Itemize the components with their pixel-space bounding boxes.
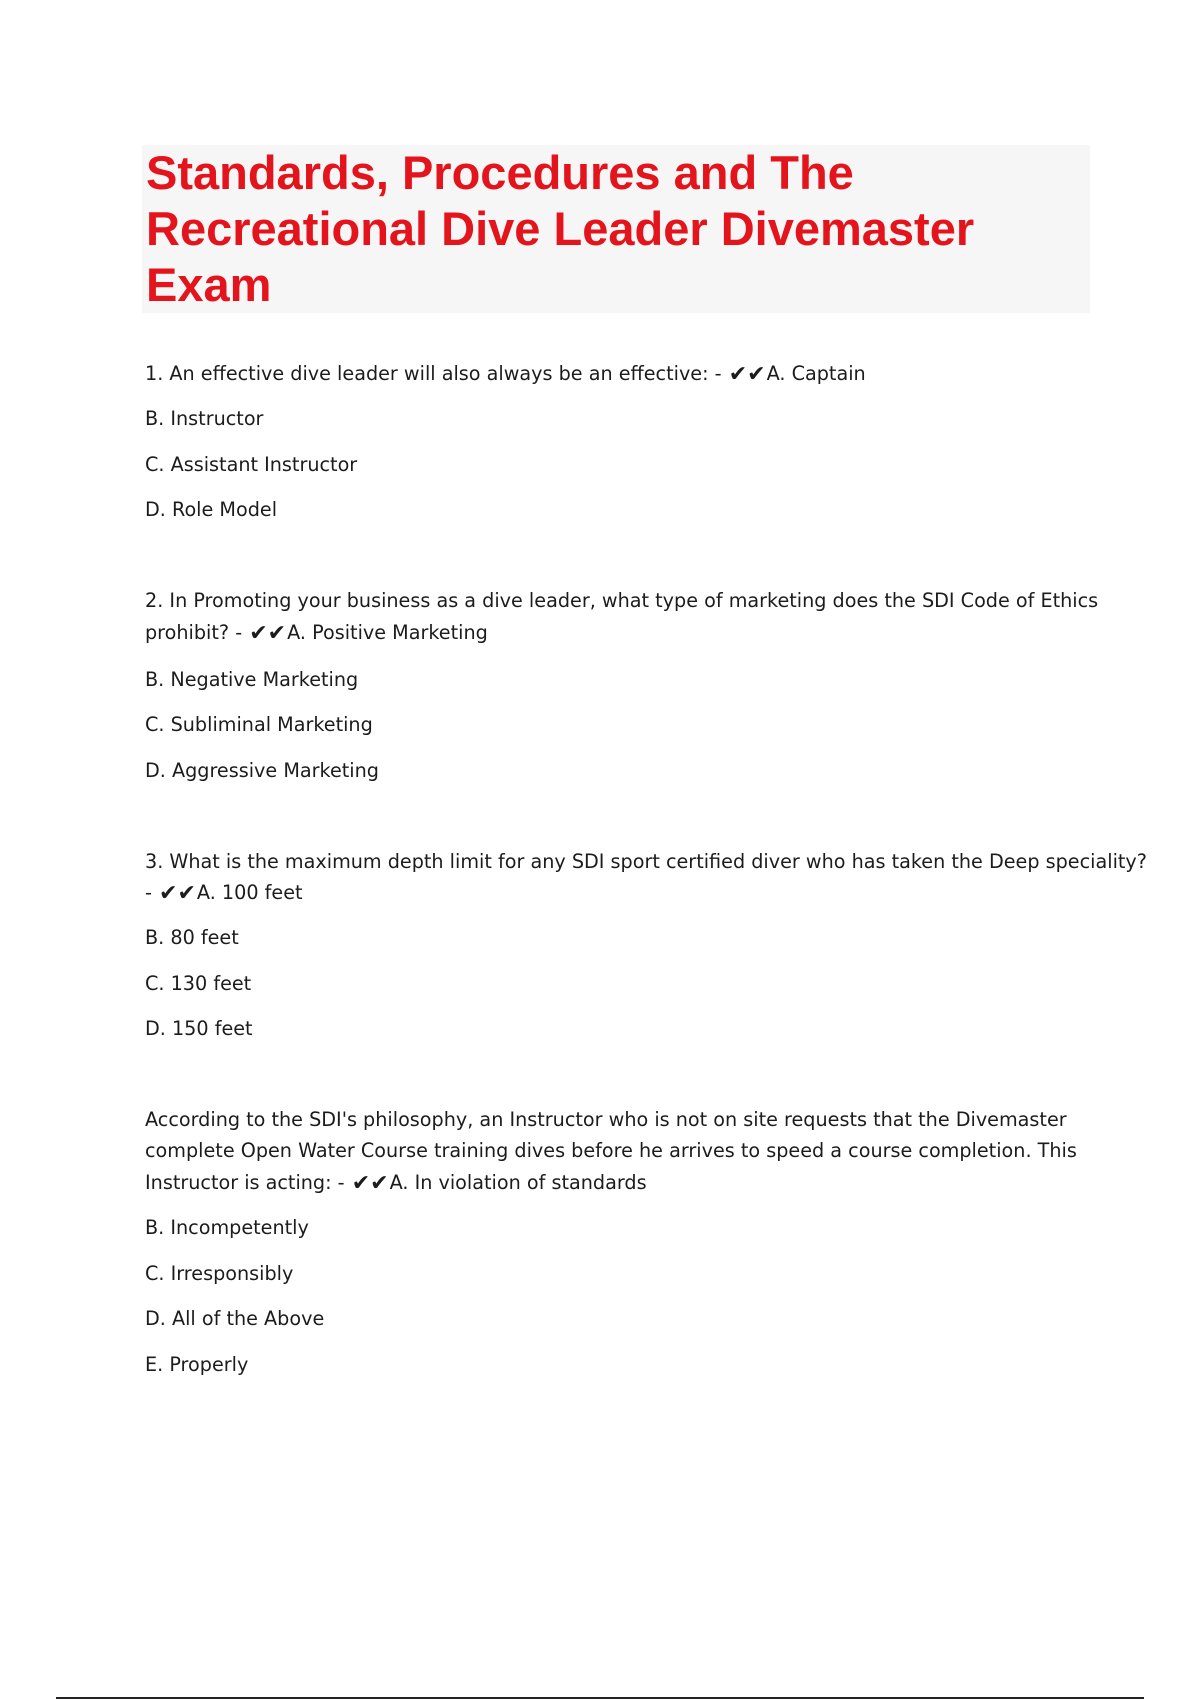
- question-stem: Instructor is acting: - ✔✔A. In violation of standards: [145, 1171, 647, 1196]
- answer-option: D. All of the Above: [145, 1307, 325, 1330]
- page-bottom-rule: [56, 1697, 1144, 1699]
- answer-option: D. 150 feet: [145, 1017, 253, 1040]
- answer-option: B. Instructor: [145, 407, 264, 430]
- answer-option: C. Assistant Instructor: [145, 453, 358, 476]
- checkmark-icon: ✔✔: [351, 1171, 389, 1196]
- correct-answer: A. In violation of standards: [389, 1171, 647, 1194]
- answer-option: E. Properly: [145, 1353, 249, 1376]
- checkmark-icon: ✔✔: [728, 362, 766, 387]
- checkmark-icon: ✔✔: [159, 881, 196, 906]
- question-stem: According to the SDI's philosophy, an Instructor who is not on site requests that the Divemaster: [145, 1108, 1067, 1131]
- document-title: [146, 145, 1086, 313]
- title-line: Recreational Dive Leader Divemaster: [146, 202, 975, 255]
- answer-option: D. Aggressive Marketing: [145, 759, 379, 782]
- answer-option: B. Incompetently: [145, 1216, 309, 1239]
- question-stem: - ✔✔A. 100 feet: [145, 881, 303, 906]
- answer-option: C. 130 feet: [145, 972, 252, 995]
- title-banner: [142, 145, 1090, 313]
- answer-option: C. Irresponsibly: [145, 1262, 294, 1285]
- answer-option: B. 80 feet: [145, 926, 239, 949]
- correct-answer: A. Captain: [766, 362, 866, 385]
- correct-answer: A. 100 feet: [196, 881, 303, 904]
- question-stem: complete Open Water Course training dives before he arrives to speed a course completion. This: [145, 1139, 1077, 1162]
- question-stem: 1. An effective dive leader will also always be an effective: - ✔✔A. Captain: [145, 362, 866, 387]
- answer-option: C. Subliminal Marketing: [145, 713, 373, 736]
- question-stem: 2. In Promoting your business as a dive leader, what type of marketing does the SDI Code of Ethics: [145, 589, 1099, 612]
- checkmark-icon: ✔✔: [249, 621, 287, 646]
- question-stem: 3. What is the maximum depth limit for any SDI sport certified diver who has taken the Deep speciality?: [145, 850, 1147, 873]
- title-line: Standards, Procedures and The: [146, 146, 854, 199]
- correct-answer: A. Positive Marketing: [287, 621, 488, 644]
- question-stem: prohibit? - ✔✔A. Positive Marketing: [145, 621, 488, 646]
- title-line: Exam: [146, 258, 272, 311]
- answer-option: D. Role Model: [145, 498, 278, 521]
- answer-option: B. Negative Marketing: [145, 668, 359, 691]
